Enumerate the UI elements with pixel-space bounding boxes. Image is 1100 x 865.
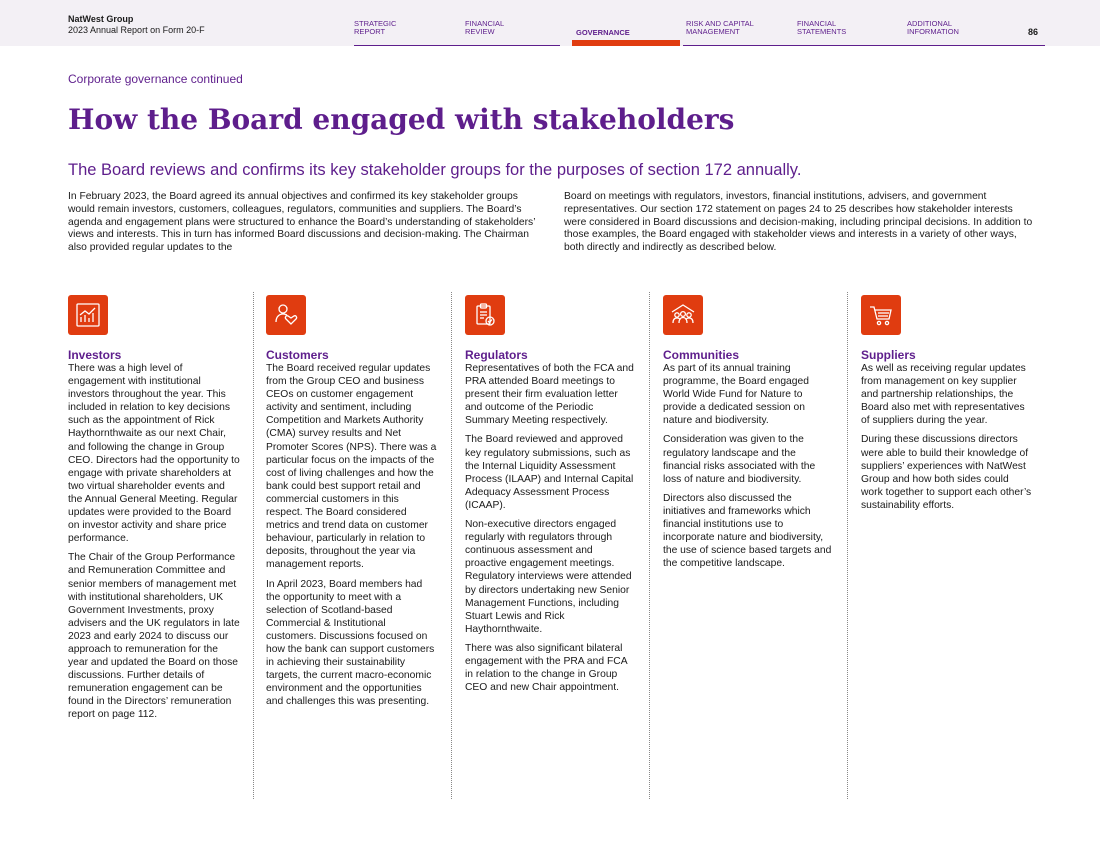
stakeholder-paragraph: There was also significant bilateral engagement with the PRA and FCA in relation to the change in Group CEO and new Chair appointment.: [465, 642, 627, 694]
nav-risk-capital[interactable]: [686, 20, 754, 36]
brand: [68, 14, 205, 36]
column-divider: [847, 292, 848, 799]
nav-underline: [354, 45, 560, 46]
investors-chart-icon: [68, 295, 108, 335]
stakeholder-paragraph: Representatives of both the FCA and PRA attended Board meetings to present their firm evaluation letter and outcome of the Periodic Summary Meeting respectively.: [465, 363, 634, 427]
communities-people-icon: [663, 295, 703, 335]
column-divider: [253, 292, 254, 799]
stakeholder-regulators: [465, 295, 637, 700]
nav-financial-review[interactable]: [465, 20, 504, 36]
page-header: [0, 0, 1100, 46]
column-divider: [451, 292, 452, 799]
nav-label: STRATEGIC: [354, 19, 397, 28]
stakeholder-customers: [266, 295, 438, 714]
stakeholder-paragraph: The Board received regular updates from the Group CEO and business CEOs on customer engagement activity and sentiment, including Competition and Markets Authority (CMA) survey results and Net Promoter Scores (NPS). There was a particular focus on the impacts of the cost of living challenges and how the bank could best support retail and commercial customers in this respect. The Board considered metrics and trend data on customer behaviour, particularly in relation to deposits, throughout the year via management reports.: [266, 363, 437, 571]
nav-label: REVIEW: [465, 27, 495, 36]
stakeholder-paragraph: Non-executive directors engaged regularly with regulators through continuous assessment and proactive engagement meetings. Regulatory interviews were attended by directors undertaking new Senior Management Functions, including Stuart Lewis and Rick Haythornthwaite.: [465, 519, 632, 635]
customers-heart-icon: [266, 295, 306, 335]
nav-governance[interactable]: GOVERNANCE: [576, 28, 630, 37]
page-subtitle: The Board reviews and confirms its key stakeholder groups for the purposes of section 172 annually.: [68, 161, 802, 179]
suppliers-cart-icon: [861, 295, 901, 335]
stakeholder-title: Customers: [266, 348, 329, 362]
stakeholder-paragraph: Consideration was given to the regulatory landscape and the financial risks associated with the loss of nature and biodiversity.: [663, 434, 816, 485]
nav-label: ADDITIONAL: [907, 19, 953, 28]
nav-additional-info[interactable]: [907, 20, 959, 36]
nav-financial-statements[interactable]: [797, 20, 846, 36]
stakeholder-paragraph: There was a high level of engagement with institutional investors throughout the year. This included in relation to key decisions such as the appointment of Rick Haythornthwaite as our next Chair, and following the change in Group CEO. Directors had the opportunity to engage with private shareholders at two virtual shareholder events and the Annual General Meeting. Regular updates were provided to the Board on investor activity and share price performance.: [68, 363, 240, 545]
regulators-clipboard-icon: [465, 295, 505, 335]
company-name: NatWest Group: [68, 14, 134, 24]
stakeholder-suppliers: [861, 295, 1033, 518]
column-divider: [649, 292, 650, 799]
stakeholder-title: Communities: [663, 348, 740, 362]
stakeholder-paragraph: As part of its annual training programme, the Board engaged World Wide Fund for Nature to provide a dedicated session on nature and biodiversity.: [663, 363, 809, 427]
nav-label: STATEMENTS: [797, 27, 847, 36]
section-kicker: Corporate governance continued: [68, 72, 243, 86]
stakeholder-paragraph: In April 2023, Board members had the opportunity to meet with a selection of Scotland-based Commercial & Institutional customers. Discussions focused on how the bank can support customers in achieving their sustainability targets, the current macro-economic environment and the opportunities and challenges this was presenting.: [266, 578, 435, 708]
nav-label: RISK AND CAPITAL: [686, 19, 754, 28]
stakeholder-communities: [663, 295, 835, 576]
stakeholder-title: Suppliers: [861, 348, 916, 362]
intro-left: In February 2023, the Board agreed its annual objectives and confirmed its key stakeholder groups would remain investors, customers, colleagues, regulators, communities and suppliers. The Board’s agenda and engagement plans were structured to enhance the Board’s understanding of stakeholders’ views and interests. This in turn has informed Board discussions and decision-making. The Chairman also provided regular updates to the: [68, 191, 536, 254]
nav-label: FINANCIAL: [465, 19, 505, 28]
page-number: 86: [1028, 27, 1039, 37]
stakeholder-title: Investors: [68, 348, 122, 362]
stakeholder-paragraph: The Board reviewed and approved key regulatory submissions, such as the Internal Liquidity Assessment Process (ILAAP) and Internal Capital Adequacy Assessment Process (ICAAP).: [465, 434, 634, 511]
stakeholder-paragraph: Directors also discussed the initiatives and frameworks which financial institutions use to incorporate nature and biodiversity, the use of science based targets and the competitive landscape.: [663, 492, 832, 570]
intro-right: Board on meetings with regulators, investors, financial institutions, advisers, and government representatives. Our section 172 statement on pages 24 to 25 describes how stakeholder interests were considered in Board discussions and decision-making, including principal decisions. In addition to those examples, the Board engaged with stakeholder views and interests in a variety of other ways, both directly and indirectly as described below.: [564, 191, 1033, 254]
stakeholder-investors: [68, 295, 240, 728]
nav-label: FINANCIAL: [797, 19, 837, 28]
nav-active-indicator: [572, 40, 680, 46]
nav-label: MANAGEMENT: [686, 27, 740, 36]
nav-strategic-report[interactable]: [354, 20, 396, 36]
nav-label: INFORMATION: [907, 27, 959, 36]
stakeholder-paragraph: The Chair of the Group Performance and Remuneration Committee and senior members of management met with institutional shareholders, UK Government Investments, proxy advisers and the UK regulators in late 2023 and early 2024 to discuss our approach to remuneration for the year and updated the Board on those discussions. Further details of remuneration engagement can be found in the Directors’ remuneration report on page 112.: [68, 552, 240, 721]
nav-label: REPORT: [354, 27, 386, 36]
stakeholder-paragraph: As well as receiving regular updates from management on key supplier and partnership relationships, the Board also met with representatives of suppliers during the year.: [861, 363, 1026, 427]
stakeholder-paragraph: During these discussions directors were able to build their knowledge of suppliers’ experiences with NatWest Group and how both sides could work together to support each other’s sustainability efforts.: [861, 434, 1032, 511]
report-name: 2023 Annual Report on Form 20-F: [68, 25, 205, 35]
nav-underline: [683, 45, 1045, 46]
page-title: How the Board engaged with stakeholders: [68, 103, 735, 136]
stakeholder-title: Regulators: [465, 348, 528, 362]
